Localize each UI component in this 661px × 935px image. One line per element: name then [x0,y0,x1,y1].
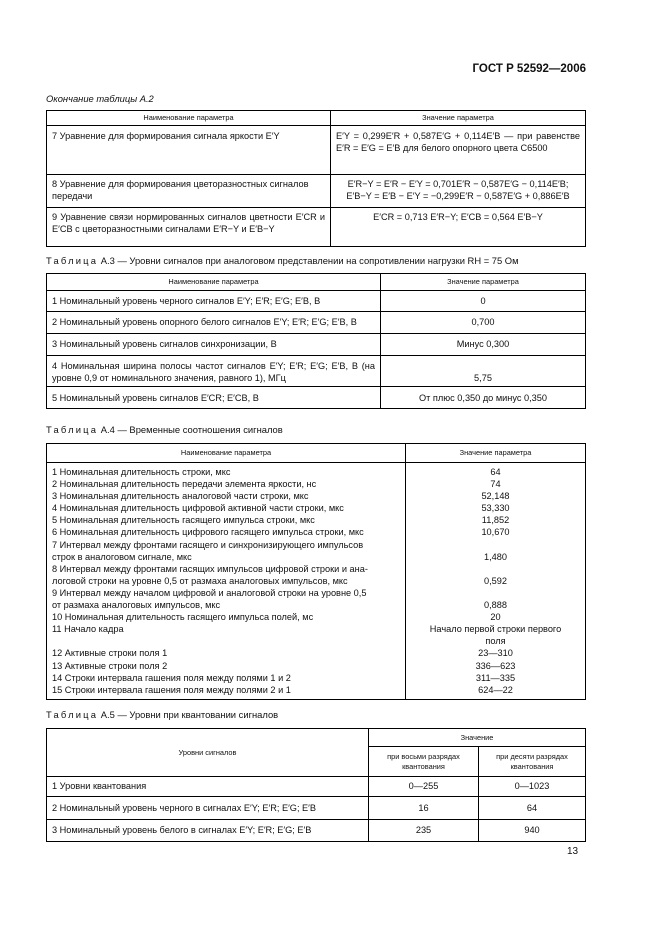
table-a3-row-3-value: Минус 0,300 [381,334,586,356]
table-a4-caption-label: Таблица [46,424,99,435]
table-a4-row-9-param: 9 Интервал между началом цифровой и аналоговой строки на уровне 0,5 [52,587,367,598]
table-a4-row-9-value-blank [411,587,580,599]
table-a3-row-2-value: 0,700 [381,312,586,334]
table-a4-row-8-value-blank [411,563,580,575]
table-a5-row-2-param: 2 Номинальный уровень черного в сигналах E′Y; E′R; E′G; E′B [47,797,369,820]
table-row [47,175,586,208]
table-a5-caption-text: А.5 — Уровни при квантовании сигналов [100,709,279,720]
table-a4-row-8-param-cont: логовой строки на уровне 0,5 от размаха аналоговых импульсов, мкс [52,575,348,586]
table-a3-caption-label: Таблица [46,255,99,266]
table-a3-row-3-param: 3 Номинальный уровень сигналов синхронизации, В [47,334,381,356]
table-a2-row-9-value: E′CR = 0,713 E′R−Y; E′CB = 0,564 E′B−Y [331,208,586,247]
table-a5-caption [46,709,278,721]
page-number: 13 [567,846,579,857]
table-a4-row-4-param: 4 Номинальная длительность цифровой активной части строки, мкс [52,503,344,514]
table-a2-header-param: Наименование параметра [47,111,331,126]
table-a4-row-6-value: 10,670 [481,527,510,538]
table-a2-row-8-value: E′R−Y = E′R − E′Y = 0,701E′R − 0,587E′G − 0,114E′B; E′B−Y = E′B − E′Y = −0,299E′R − 0,587E′G + 0,886E′B [331,175,586,208]
table-a4-row-12-value: 23—310 [478,648,513,659]
table-a4-row-11-param-cont [52,635,400,647]
table-a3-row-4-param: 4 Номинальная ширина полосы частот сигналов E′Y; E′R; E′G; E′B, В (на уровне 0,9 от номинального значения, равного 1), МГц [47,356,381,387]
table-a5-row-2-10bit: 64 [479,797,586,820]
table-a4-header-value: Значение параметра [406,444,586,463]
table-a3-header-value: Значение параметра [381,274,586,291]
table-a4-row-8-param: 8 Интервал между фронтами гасящих импульсов цифровой строки и ана- [52,563,368,574]
table-a4-row-6-param: 6 Номинальная длительность цифрового гасящего импульса строки, мкс [52,527,364,538]
table-a3-row-4-value: 5,75 [381,356,586,387]
table-a4-header-param: Наименование параметра [47,444,406,463]
table-a4-row-15-param: 15 Строки интервала гашения поля между полями 2 и 1 [52,684,291,695]
table-a4-row-7-value: 1,480 [484,551,507,562]
table-a4-row-5-value: 11,852 [481,515,510,526]
table-a4-row-15-value: 624—22 [478,684,513,695]
table-a4-row-2-value: 74 [490,479,501,490]
table-row [47,797,586,820]
document-id: ГОСТ Р 52592—2006 [472,63,586,75]
table-a4-row-13-value: 336—623 [475,660,516,671]
table-a4-row-1-param: 1 Номинальная длительность строки, мкс [52,467,231,477]
table-row [47,334,586,356]
table-a5-header-8bit: при восьми разрядах квантования [369,747,479,777]
table-a5-header-levels: Уровни сигналов [47,729,369,777]
table-a3-header-param: Наименование параметра [47,274,381,291]
table-a4-row-2-param: 2 Номинальная длительность передачи элемента яркости, нс [52,479,317,490]
table-a4-row-11-value: Начало первой строки первого [429,624,562,635]
table-a5-row-1-param: 1 Уровни квантования [47,777,369,797]
table-a2 [46,110,586,247]
table-row [47,777,586,797]
table-row [47,208,586,247]
table-a4-row-11-value-cont: поля [485,636,506,647]
table-row [47,291,586,312]
table-a5-row-2-8bit: 16 [369,797,479,820]
table-a4-row-7-param: 7 Интервал между фронтами гасящего и синхронизирующего импульсов [52,539,364,550]
table-a2-row-9-param: 9 Уравнение связи нормированных сигналов цветности E′CR и E′CB с цветоразностными сигналами E′R−Y и E′B−Y [47,208,331,247]
table-a5-caption-label: Таблица [46,709,99,720]
table-a4-row-14-param: 14 Строки интервала гашения поля между полями 1 и 2 [52,672,291,683]
table-a5-header-value: Значение [369,729,586,747]
table-a4-row-13-param: 13 Активные строки поля 2 [52,660,168,671]
table-a2-header-value: Значение параметра [331,111,586,126]
table-a5-row-3-param: 3 Номинальный уровень белого в сигналах E′Y; E′R; E′G; E′B [47,820,369,842]
table-a4-row-7-param-cont: строк в аналоговом сигнале, мкс [52,551,192,562]
table-a3 [46,273,586,409]
table-row [47,463,586,700]
table-a4-row-14-value: 311—335 [475,672,516,683]
table-a4-row-7-value-blank [411,539,580,551]
table-a5-row-1-8bit: 0—255 [369,777,479,797]
table-a4-value-column [406,463,586,700]
table-a2-row-7-value: E′Y = 0,299E′R + 0,587E′G + 0,114E′B — при равенстве E′R = E′G = E′B для белого опорного цвета C6500 [331,126,586,175]
table-a3-row-5-value: От плюс 0,350 до минус 0,350 [381,387,586,409]
table-a4-row-1-value: 64 [490,467,501,477]
table-a4-row-10-value: 20 [490,612,501,623]
table-a4-param-column [47,463,406,700]
table-a3-row-1-value: 0 [381,291,586,312]
table-a2-row-8-param: 8 Уравнение для формирования цветоразностных сигналов передачи [47,175,331,208]
table-a5 [46,728,586,842]
table-a2-caption: Окончание таблицы А.2 [46,93,154,104]
table-a2-row-7-param: 7 Уравнение для формирования сигнала яркости E′Y [47,126,331,175]
table-a4-row-4-value: 53,330 [481,503,510,514]
table-a4-row-3-param: 3 Номинальная длительность аналоговой части строки, мкс [52,491,309,502]
table-a4-row-9-value: 0,888 [484,600,507,611]
table-row [47,312,586,334]
table-a3-caption-text: А.3 — Уровни сигналов при аналоговом представлении на сопротивлении нагрузки RН = 75 Ом [100,255,519,266]
table-a4-caption-text: А.4 — Временные соотношения сигналов [100,424,283,435]
table-a4-row-12-param: 12 Активные строки поля 1 [52,648,168,659]
table-a4-row-11-param: 11 Начало кадра [52,624,124,635]
table-row [47,387,586,409]
table-a4-row-5-param: 5 Номинальная длительность гасящего импульса строки, мкс [52,515,315,526]
table-a4-row-8-value: 0,592 [484,575,507,586]
table-row [47,126,586,175]
table-a3-row-1-param: 1 Номинальный уровень черного сигналов E′Y; E′R; E′G; E′B, В [47,291,381,312]
table-a5-row-3-10bit: 940 [479,820,586,842]
table-row [47,356,586,387]
table-a5-row-3-8bit: 235 [369,820,479,842]
table-a5-header-10bit: при десяти разрядах квантования [479,747,586,777]
table-a4 [46,443,586,700]
table-a3-row-2-param: 2 Номинальный уровень опорного белого сигналов E′Y; E′R; E′G; E′B, В [47,312,381,334]
table-a3-row-5-param: 5 Номинальный уровень сигналов E′CR; E′CB, В [47,387,381,409]
table-a4-row-10-param: 10 Номинальная длительность гасящего импульса полей, мс [52,612,314,623]
table-a4-row-3-value: 52,148 [481,491,510,502]
table-a4-row-9-param-cont: от размаха аналоговых импульсов, мкс [52,600,221,611]
table-row [47,820,586,842]
table-a4-caption [46,424,283,436]
table-a3-caption [46,255,519,267]
table-a5-row-1-10bit: 0—1023 [479,777,586,797]
